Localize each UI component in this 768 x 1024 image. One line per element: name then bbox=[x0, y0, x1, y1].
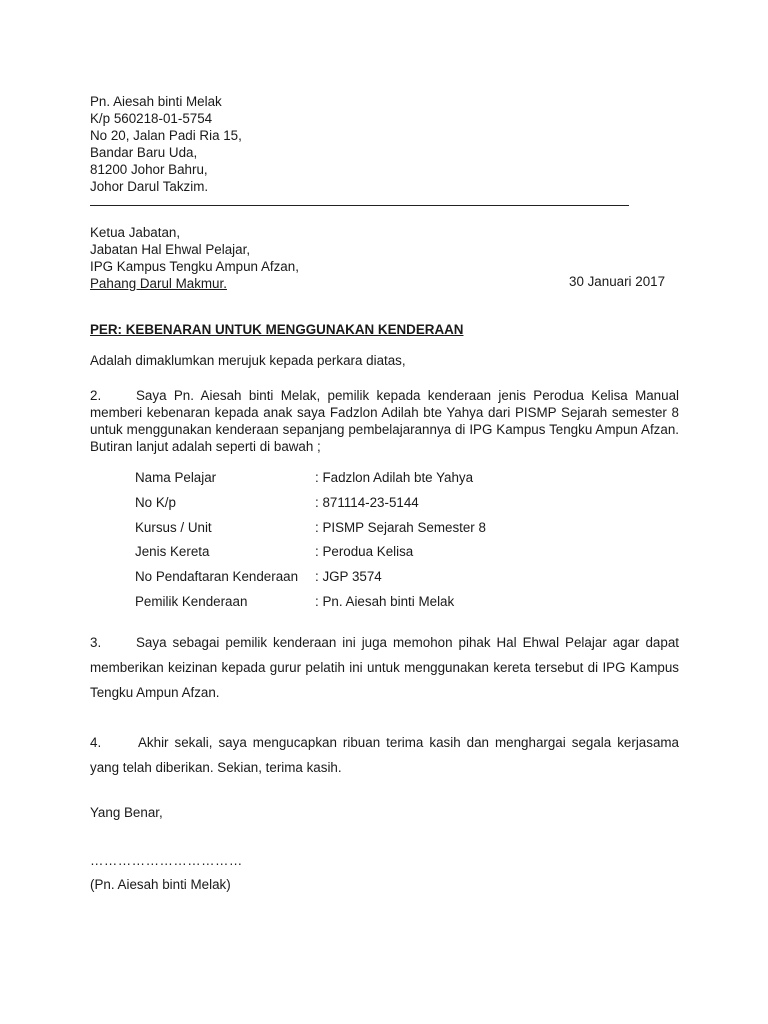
signature-line: …………………………… bbox=[90, 853, 243, 868]
sender-area: Bandar Baru Uda, bbox=[90, 145, 198, 160]
paragraph-2-text: Saya Pn. Aiesah binti Melak, pemilik kepada kenderaan jenis Perodua Kelisa Manual memberi kebenaran kepada anak saya Fadzlon Adilah bte Yahya dari PISMP Sejarah semester 8 untuk menggunakan kenderaan sepanjang pembelajarannya di IPG Kampus Tengku Ampun Afzan. Butiran lanjut adalah seperti di bawah ; bbox=[90, 388, 679, 454]
detail-label: Pemilik Kenderaan bbox=[135, 593, 248, 609]
sender-address bbox=[90, 93, 242, 195]
paragraph-4-number: 4. bbox=[90, 735, 102, 750]
detail-label: No Pendaftaran Kenderaan bbox=[135, 569, 299, 585]
detail-value: : 871114-23-5144 bbox=[315, 494, 419, 510]
detail-value: : JGP 3574 bbox=[315, 569, 382, 585]
detail-label: Kursus / Unit bbox=[135, 519, 212, 535]
detail-label: Nama Pelajar bbox=[135, 470, 217, 485]
address-divider bbox=[90, 205, 629, 206]
sender-name: Pn. Aiesah binti Melak bbox=[90, 94, 222, 109]
letter-subject: PER: KEBENARAN UNTUK MENGGUNAKAN KENDERAAN bbox=[90, 322, 464, 337]
recipient-state: Pahang Darul Makmur. bbox=[90, 276, 227, 291]
paragraph-2-number: 2. bbox=[90, 388, 102, 403]
paragraph-2 bbox=[90, 387, 679, 455]
signatory-name: (Pn. Aiesah binti Melak) bbox=[90, 877, 231, 892]
sender-state: Johor Darul Takzim. bbox=[90, 179, 209, 194]
detail-value: : PISMP Sejarah Semester 8 bbox=[315, 519, 486, 535]
paragraph-3-text: Saya sebagai pemilik kenderaan ini juga memohon pihak Hal Ehwal Pelajar agar dapat memberikan keizinan kepada gurur pelatih ini untuk menggunakan kereta tersebut di IPG Kampus Tengku Ampun Afzan. bbox=[90, 635, 679, 700]
detail-value: : Fadzlon Adilah bte Yahya bbox=[315, 470, 474, 485]
sender-street: No 20, Jalan Padi Ria 15, bbox=[90, 128, 242, 143]
recipient-title: Ketua Jabatan, bbox=[90, 225, 181, 240]
sender-ic: K/p 560218-01-5754 bbox=[90, 111, 213, 126]
detail-label: Jenis Kereta bbox=[135, 544, 210, 560]
opening-line: Adalah dimaklumkan merujuk kepada perkara diatas, bbox=[90, 353, 406, 368]
detail-value: : Perodua Kelisa bbox=[315, 544, 414, 560]
letter-date: 30 Januari 2017 bbox=[569, 274, 666, 289]
detail-label: No K/p bbox=[135, 494, 176, 510]
recipient-institution: IPG Kampus Tengku Ampun Afzan, bbox=[90, 259, 299, 274]
paragraph-3 bbox=[90, 630, 679, 705]
recipient-address bbox=[90, 224, 299, 292]
paragraph-3-number: 3. bbox=[90, 635, 102, 650]
recipient-department: Jabatan Hal Ehwal Pelajar, bbox=[90, 242, 251, 257]
sender-city: 81200 Johor Bahru, bbox=[90, 162, 208, 177]
paragraph-4 bbox=[90, 730, 679, 780]
detail-value: : Pn. Aiesah binti Melak bbox=[315, 593, 455, 609]
closing-salutation: Yang Benar, bbox=[90, 805, 163, 820]
paragraph-4-text: Akhir sekali, saya mengucapkan ribuan terima kasih dan menghargai segala kerjasama yang telah diberikan. Sekian, terima kasih. bbox=[90, 735, 679, 775]
